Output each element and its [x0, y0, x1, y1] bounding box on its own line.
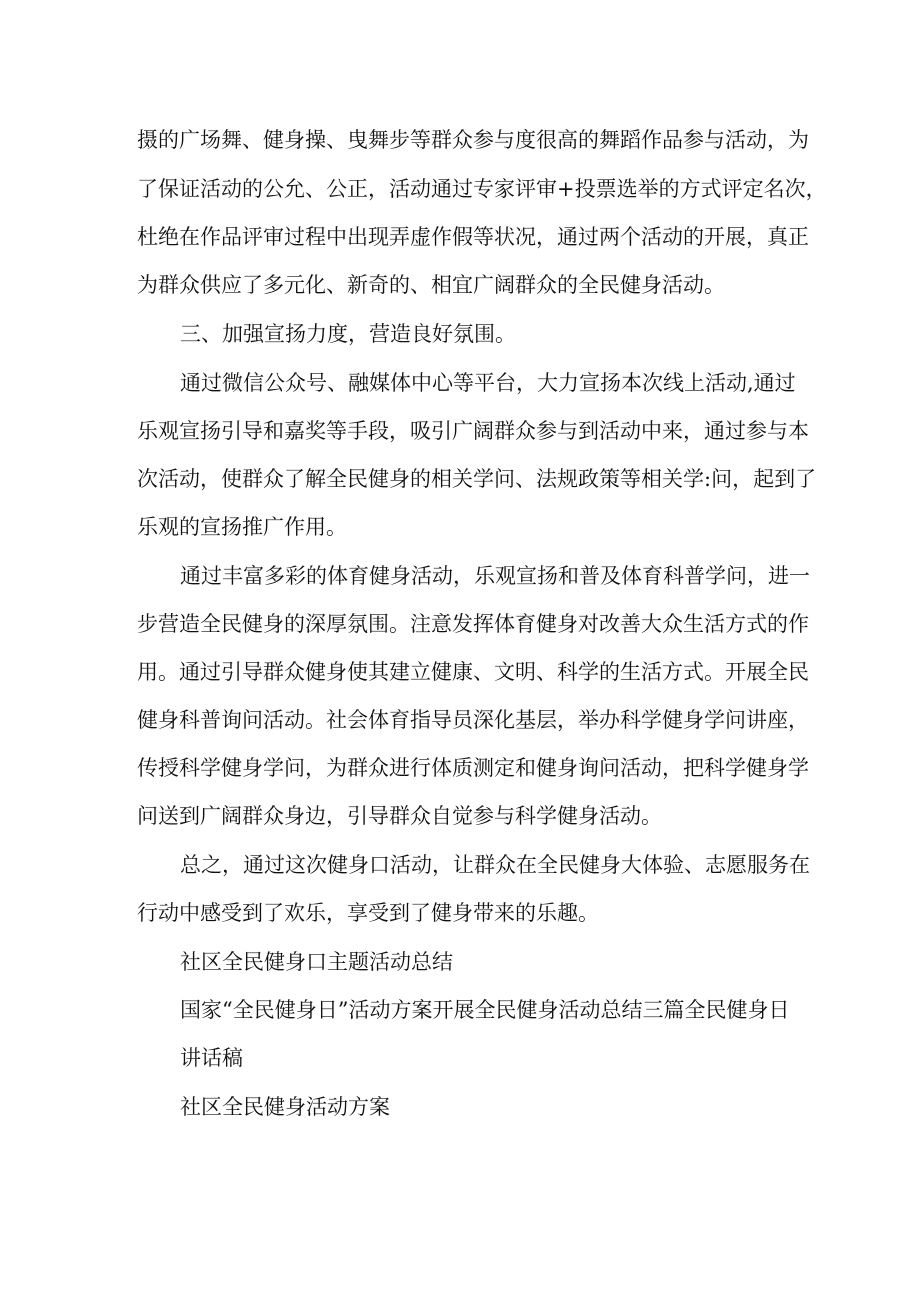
text-line: 次活动，使群众了解全民健身的相关学问、法规政策等相关学:问，起到了 — [137, 467, 817, 491]
text-line: 为群众供应了多元化、新奇的、相宜广阔群众的全民健身活动。 — [137, 273, 725, 297]
text-line: 乐观的宣扬推广作用。 — [137, 515, 347, 539]
text-line: 健身科普询问活动。社会体育指导员深化基层，举办科学健身学问讲座， — [137, 708, 809, 732]
text-line: 行动中感受到了欢乐，享受到了健身带来的乐趣。 — [137, 901, 599, 925]
section-heading: 三、加强宣扬力度，营造良好氛围。 — [180, 322, 516, 346]
text-line: 用。通过引导群众健身使其建立健康、文明、科学的生活方式。开展全民 — [137, 660, 809, 684]
text-line: 总之，通过这次健身口活动，让群众在全民健身大体验、志愿服务在 — [180, 853, 810, 877]
related-title: 国家“全民健身日”活动方案开展全民健身活动总结三篇全民健身日 — [180, 998, 790, 1022]
text-line: 通过微信公众号、融媒体中心等平台，大力宣扬本次线上活动,通过 — [180, 371, 796, 395]
related-title: 社区全民健身活动方案 — [180, 1095, 390, 1119]
text-line: 乐观宣扬引导和嘉奖等手段，吸引广阔群众参与到活动中来，通过参与本 — [137, 419, 809, 443]
text-line: 传授科学健身学问，为群众进行体质测定和健身询问活动，把科学健身学 — [137, 756, 809, 780]
text-line: 步营造全民健身的深厚氛围。注意发挥体育健身对改善大众生活方式的作 — [137, 612, 809, 636]
related-title: 讲话稿 — [180, 1046, 243, 1070]
related-title: 社区全民健身口主题活动总结 — [180, 950, 453, 974]
text-line: 了保证活动的公允、公正，活动通过专家评审+投票选举的方式评定名次， — [137, 177, 827, 201]
text-line: 通过丰富多彩的体育健身活动，乐观宣扬和普及体育科普学问，进一 — [180, 564, 810, 588]
text-line: 杜绝在作品评审过程中出现弄虚作假等状况，通过两个活动的开展，真正 — [137, 225, 809, 249]
text-line: 问送到广阔群众身边，引导群众自觉参与科学健身活动。 — [137, 804, 662, 828]
text-line: 摄的广场舞、健身操、曳舞步等群众参与度很高的舞蹈作品参与活动，为 — [137, 128, 809, 152]
